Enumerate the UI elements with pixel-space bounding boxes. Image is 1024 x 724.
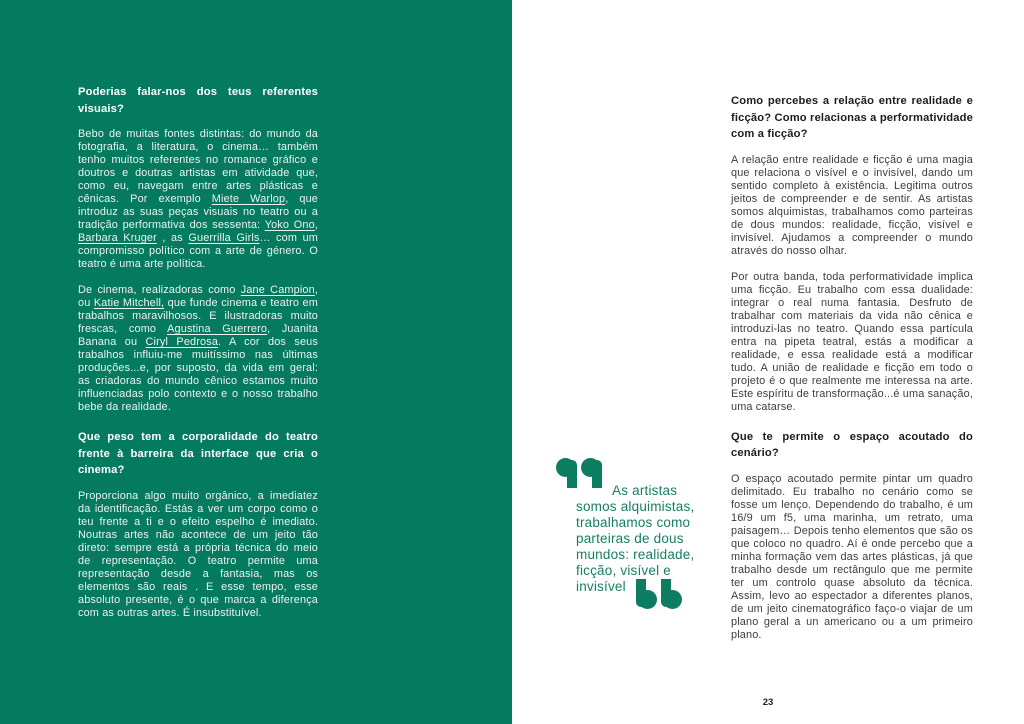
underlined-name: Ciryl Pedrosa (145, 336, 219, 348)
right-text-column (731, 93, 973, 655)
answer-paragraph: Por outra banda, toda performatividade implica uma ficção. Eu trabalho com essa dualidade: integrar o real numa fantasia. Desfruto de trabalhar com materiais da vida não cênica e introduzi-las no teatro. Quando essa partícula entra na pipeta teatral, estás a modificar a realidade, e essa realidade está a modificar tudo. A união de realidade e ficção em todo o projeto é o que realmente me interessa na arte. Este espíritu de transformação...é uma sanação, uma catarse. (731, 270, 973, 413)
text-run: De cinema, realizadoras como (78, 284, 241, 296)
underlined-name: Katie Mitchell, (93, 297, 165, 309)
question-heading-espaco-acoutado: Que te permite o espaço acoutado do cenário? (731, 430, 973, 459)
text-run: , que introduz as suas peças visuais no teatro ou a tradição performativa dos sessenta: (78, 193, 318, 231)
text-run: Bebo de muitas fontes distintas: do mundo da fotografia, a literatura, o cinema… também tenho muitos referentes no romance gráfico e doutros e doutras artistas em atividade que, como eu, navegam entre artes plásticas e cênicas. Por exemplo (78, 128, 318, 205)
underlined-name: Yoko Ono (264, 219, 315, 231)
text-run: , as (156, 232, 189, 244)
pull-quote (556, 455, 718, 609)
text-run: … com um compromisso político com a arte de género. O teatro é uma arte política. (78, 232, 319, 270)
answer-paragraph: O espaço acoutado permite pintar um quadro delimitado. Eu trabalho no cenário como se fosse um lenço. Dependendo do trabalho, é um 16/9 um f5, uma marinha, um retrato, uma paisagem… Depois tenho elementos que são os que coloco no quadro. Aí é onde percebo que a minha formação vem das artes plásticas, já que trabalho desde um rectângulo que me permite ter um controlo quase absoluto da técnica. Assim, levo ao espectador a diferentes planos, de um jeito cinematográfico faço-o viajar de um plano geral a un americano ou a um primeiro plano. (731, 472, 973, 641)
question-heading-referentes: Poderias falar-nos dos teus referentes visuais? (78, 86, 318, 115)
quote-mark (581, 458, 602, 488)
text-run: . A cor dos seus trabalhos influiu-me muitíssimo nas últimas produções...e, por suposto, da vida em geral: as criadoras do mundo cênico estamos muito influenciadas polo contexto e o nosso trabalho bebe da realidade. (78, 336, 318, 413)
quote-mark (636, 579, 657, 609)
quote-mark (556, 458, 577, 488)
question-heading-realidade-ficcao: Como percebes a relação entre realidade e ficção? Como relacionas a performatividade com a ficção? (731, 95, 973, 140)
underlined-name: Miete Warlop (211, 193, 286, 205)
question-heading-corporalidade: Que peso tem a corporalidade do teatro frente à barreira da interface que cria o cinema? (78, 431, 318, 476)
page-number: 23 (762, 697, 774, 708)
answer-paragraph: A relação entre realidade e ficção é uma magia que relaciona o visível e o invisível, dando um sentido completo à existência. Legitima outros jeitos de compreender e de sentir. As artistas somos alquimistas, trabalhamos como parteiras de dous mundos: realidade, ficção, visível e invisível. Ajudamos a compreender o mundo através do nosso olhar. (731, 153, 973, 257)
text-run: , (314, 219, 318, 231)
left-text-column (78, 84, 318, 633)
text-run: que funde cinema e teatro em trabalhos maravilhosos. E ilustradoras muito frescas, como (78, 297, 318, 335)
answer-paragraph: Proporciona algo muito orgânico, a imediatez da identificação. Estás a ver um corpo como o teu frente a ti e o efeito espelho é imediato. Noutras artes não acontece de um jeito tão direto: sempre está a própria técnica do meio de representação. O teatro permite uma representação desde a fantasia, mas os elementos são reais . E esse tempo, esse absoluto presente, é o que marca a diferença com as outras artes. É insubstituível. (78, 489, 318, 619)
answer-paragraph (78, 128, 318, 271)
close-quote-icon (636, 579, 682, 609)
text-run: , ou (78, 284, 318, 309)
underlined-name: Guerrilla Girls (188, 232, 260, 244)
right-page (512, 0, 1024, 724)
open-quote-icon (556, 458, 602, 488)
underlined-name: Barbara Kruger (78, 232, 157, 244)
quote-mark (661, 579, 682, 609)
answer-paragraph (78, 284, 318, 414)
text-run: , Juanita Banana ou (78, 323, 319, 348)
underlined-name: Agustina Guerrero (167, 323, 268, 335)
underlined-name: Jane Campion (240, 284, 315, 296)
quote-text-run: As artistas somos alquimistas, trabalhamos como parteiras de dous mundos: realidade, ficção, visível e invisível (576, 483, 695, 594)
